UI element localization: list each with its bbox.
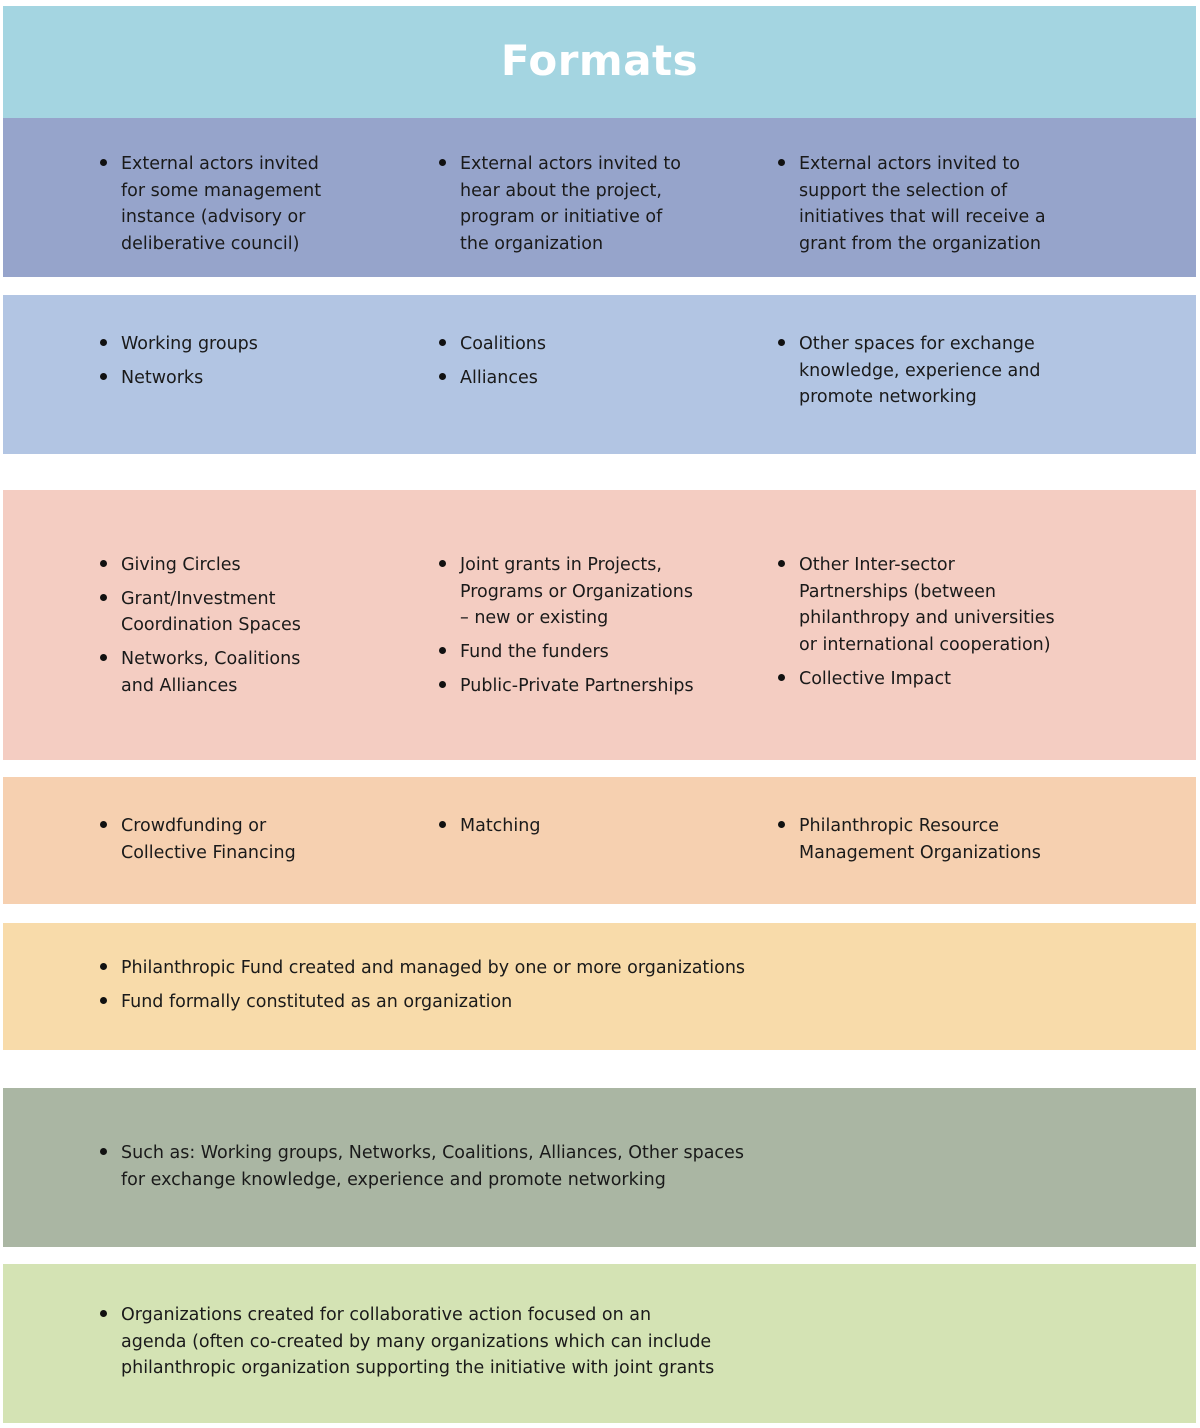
format-column [778,552,1108,700]
format-column [439,813,769,847]
format-band-5 [3,923,1196,1050]
format-column [100,552,430,707]
formats-title: Formats [500,35,699,85]
bullet-list [439,552,769,700]
bullet-item: Fund formally constituted as an organization [100,989,1000,1016]
format-column [778,331,1108,418]
bullet-item: Networks [100,365,430,392]
bullet-item: Crowdfunding or Collective Financing [100,813,430,866]
bullet-item: Networks, Coalitions and Alliances [100,646,430,699]
bullet-item: Other Inter-sector Partnerships (between philanthropy and universities or international cooperation) [778,552,1108,659]
bullet-list [100,552,430,700]
bullet-item: External actors invited to hear about the project, program or initiative of the organization [439,151,769,258]
bullet-list [439,331,769,391]
bullet-item: Matching [439,813,769,840]
format-column [100,1140,1000,1200]
bullet-item: Philanthropic Fund created and managed by one or more organizations [100,955,1000,982]
bullet-item: Joint grants in Projects, Programs or Organizations – new or existing [439,552,769,632]
format-band-1 [3,118,1196,277]
bullet-item: Collective Impact [778,666,1108,693]
bullet-item: Other spaces for exchange knowledge, experience and promote networking [778,331,1108,411]
bullet-list [100,813,430,866]
bullet-item: Such as: Working groups, Networks, Coalitions, Alliances, Other spaces for exchange knowledge, experience and promote networking [100,1140,1000,1193]
bullet-list [778,813,1108,866]
format-band-2 [3,295,1196,454]
bullet-list [100,1140,1000,1193]
bullet-list [439,813,769,840]
bullet-list [100,955,1000,1015]
bullet-list [100,151,430,258]
bullet-item: Fund the funders [439,639,769,666]
bullet-item: External actors invited to support the selection of initiatives that will receive a grant from the organization [778,151,1108,258]
format-column [778,813,1108,873]
format-column [439,552,769,707]
bullet-item: Working groups [100,331,430,358]
format-column [100,1302,1000,1389]
format-column [100,813,430,873]
format-column [100,955,1000,1022]
format-band-4 [3,777,1196,904]
bullet-list [778,331,1108,411]
format-column [439,151,769,265]
bullet-item: Public-Private Partnerships [439,673,769,700]
format-band-3 [3,490,1196,760]
bullet-item: Giving Circles [100,552,430,579]
bullet-list [439,151,769,258]
bullet-list [100,1302,1000,1382]
bullet-item: Grant/Investment Coordination Spaces [100,586,430,639]
bullet-item: External actors invited for some management instance (advisory or deliberative council) [100,151,430,258]
formats-header [3,6,1196,118]
format-band-7 [3,1264,1196,1423]
bullet-list [778,552,1108,693]
format-column [100,151,430,265]
format-band-6 [3,1088,1196,1247]
bullet-item: Alliances [439,365,769,392]
format-column [439,331,769,398]
format-column [778,151,1108,265]
format-column [100,331,430,398]
bullet-item: Philanthropic Resource Management Organizations [778,813,1108,866]
bullet-item: Organizations created for collaborative action focused on an agenda (often co-created by many organizations which can include philanthropic organization supporting the initiative with joint grants [100,1302,1000,1382]
bullet-item: Coalitions [439,331,769,358]
bullet-list [778,151,1108,258]
bullet-list [100,331,430,391]
